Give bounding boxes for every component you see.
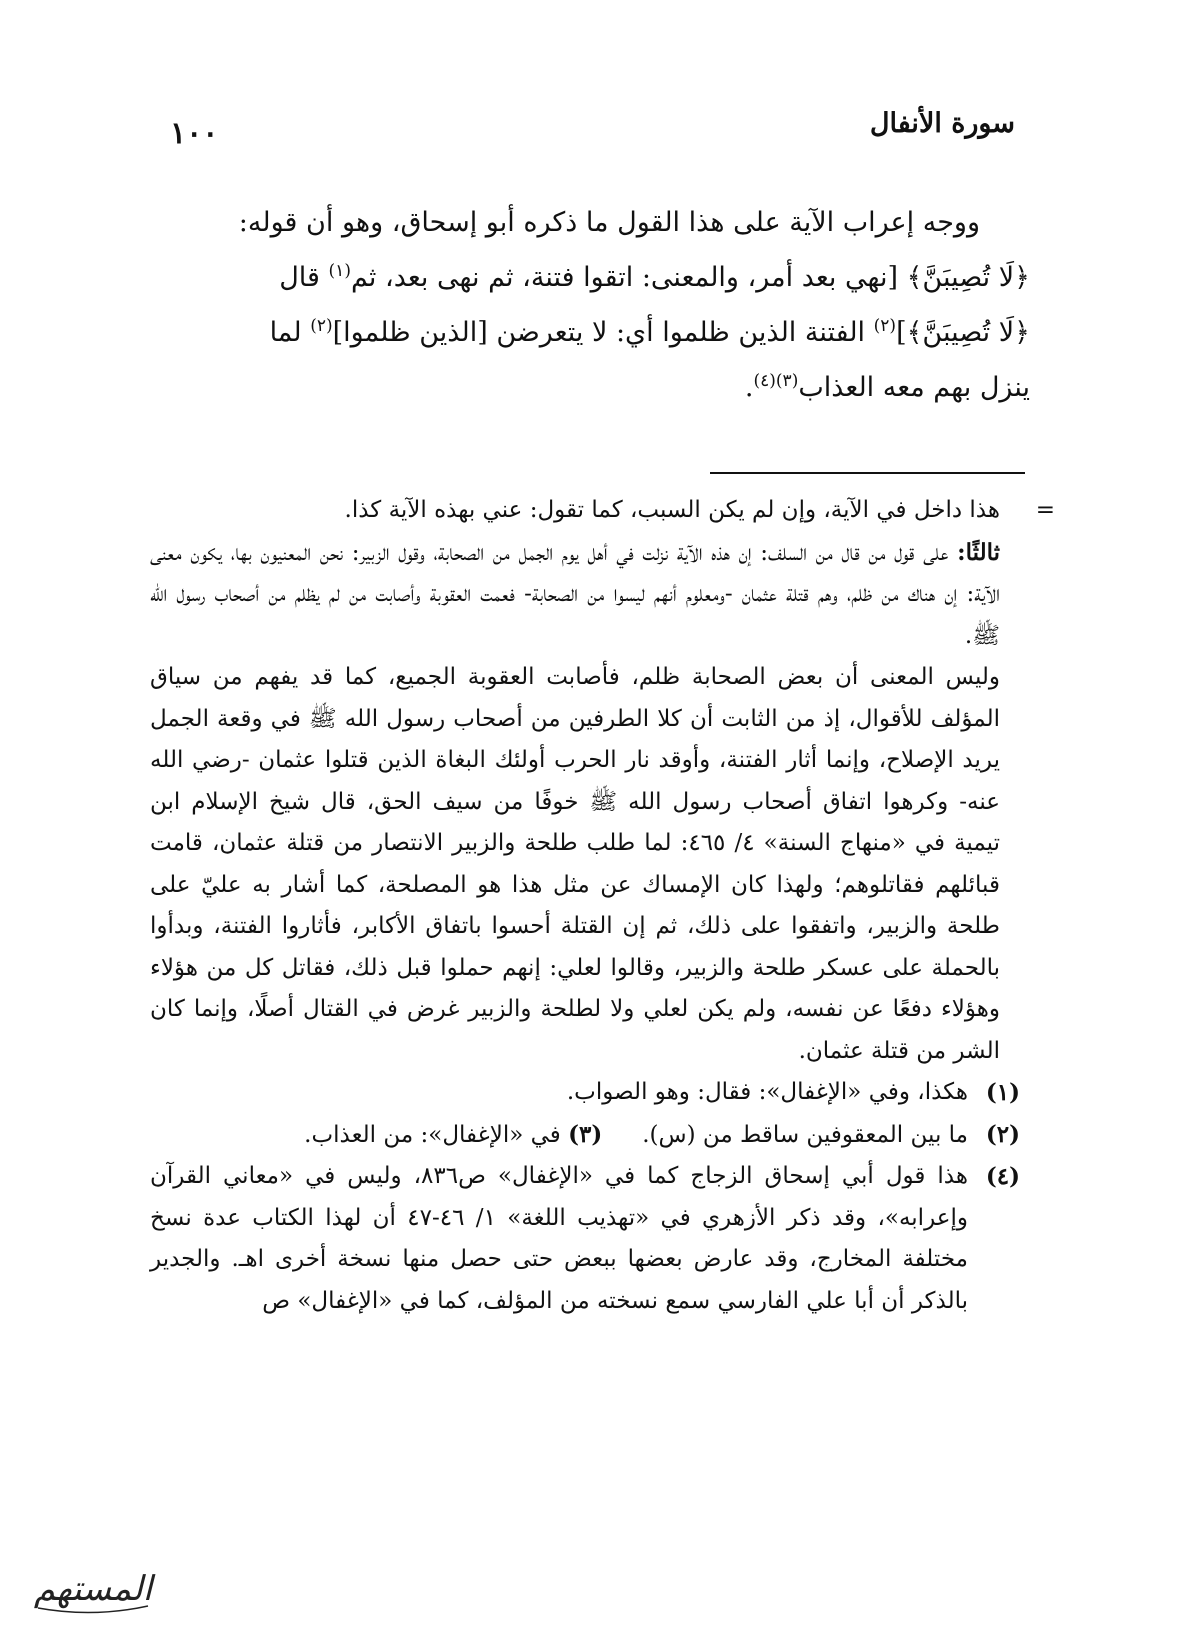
library-stamp-logo — [18, 1560, 168, 1620]
main-line-2-b: قال — [279, 262, 329, 293]
footnote-ref-3-4[interactable]: (٣)(٤) — [753, 371, 799, 391]
footnotes — [150, 490, 1055, 1322]
footnote-4 — [150, 1156, 1020, 1322]
main-line-2 — [150, 250, 1030, 305]
stamp-text: المستهم — [33, 1569, 153, 1609]
continuation-mark: = — [1035, 497, 1055, 523]
running-title: سورة الأنفال — [869, 108, 1015, 139]
footnote-3-text: في «الإغفال»: من العذاب. — [304, 1121, 561, 1148]
footnote-1-text: هكذا، وفي «الإغفال»: فقال: وهو الصواب. — [566, 1079, 968, 1105]
main-line-3-a: ﴿لَا تُصِيبَنَّ﴾] — [896, 317, 1030, 348]
main-line-3 — [150, 305, 1030, 360]
footnote-2-number: (٢) — [985, 1120, 1020, 1148]
main-line-4-a: ينزل بهم معه العذاب — [798, 372, 1030, 403]
main-line-4 — [150, 360, 1030, 415]
main-line-3-b: الفتنة الذين ظلموا أي: لا يتعرضن [الذين ظلموا] — [332, 317, 874, 348]
page-header — [150, 108, 1035, 158]
footnote-2-text: ما بين المعقوفين ساقط من (س). — [642, 1121, 968, 1148]
continued-note-p1: هذا داخل في الآية، وإن لم يكن السبب، كما تقول: عني بهذه الآية كذا. — [344, 497, 1000, 523]
continued-note-p2 — [150, 532, 1000, 658]
footnote-separator — [710, 472, 1025, 474]
main-line-1: ووجه إعراب الآية على هذا القول ما ذكره أبو إسحاق، وهو أن قوله: — [238, 207, 980, 238]
footnote-3-number: (٣) — [568, 1120, 603, 1148]
footnote-2-3 — [150, 1114, 1020, 1157]
footnote-ref-2b[interactable]: (٢) — [310, 316, 333, 336]
continued-note-p3: وليس المعنى أن بعض الصحابة ظلم، فأصابت العقوبة الجميع، كما قد يفهم من سياق المؤلف للأقوال، إذ من الثابت أن كلا الطرفين من أصحاب رسول الله ﷺ في وقعة الجمل يريد الإصلاح، وإنما أثار الفتنة، وأوقد نار الحرب أولئك البغاة الذين قتلوا عثمان -رضي الله عنه- وكرهوا اتفاق أصحاب رسول الله ﷺ خوفًا من سيف الحق، قال شيخ الإسلام ابن تيمية في «منهاج السنة» ٤/ ٤٦٥: لما طلب طلحة والزبير الانتصار من قتلة عثمان، قامت قبائلهم فقاتلوهم؛ ولهذا كان الإمساك عن مثل هذا هو المصلحة، كما أشار به عليّ على طلحة والزبير، واتفقوا على ذلك، ثم إن القتلة أحسوا باتفاق الأكابر، فأثاروا الفتنة، وبدأوا بالحملة على عسكر طلحة والزبير، وقالوا لعلي: إنهم حملوا قبل ذلك، فقاتل كل من هؤلاء وهؤلاء دفعًا عن نفسه، ولم يكن لعلي ولا لطلحة والزبير غرض في القتال أصلًا، وإنما كان الشر من قتلة عثمان. — [150, 664, 1001, 1064]
main-text — [150, 195, 1030, 415]
continued-note-p2-text: على قول من قال من السلف: إن هذه الآية نزلت في أهل يوم الجمل من الصحابة، وقول الزبير: نحن المعنيون بها، يكون معنى الآية: إن هناك من ظلم، وهم قتلة عثمان -ومعلوم أنهم ليسوا من الصحابة- فعمت العقوبة وأصابت من لم يظلم من أصحاب رسول الله ﷺ. — [150, 539, 1000, 649]
continued-note-label: ثالثًا: — [957, 538, 1000, 566]
footnote-1 — [150, 1072, 1020, 1114]
main-line-3-c: لما — [269, 317, 311, 348]
footnote-4-number: (٤) — [985, 1163, 1020, 1190]
continued-note — [150, 490, 1055, 1072]
main-line-2-a: ﴿لَا تُصِيبَنَّ﴾ [نهي بعد أمر، والمعنى: اتقوا فتنة، ثم نهى بعد، ثم — [350, 262, 1030, 293]
main-line-4-b: . — [744, 372, 754, 403]
footnote-ref-1[interactable]: (١) — [328, 261, 351, 281]
footnote-ref-2a[interactable]: (٢) — [873, 316, 897, 336]
footnote-4-text: هذا قول أبي إسحاق الزجاج كما في «الإغفال» ص٨٣٦، وليس في «معاني القرآن وإعرابه»، وقد ذكر الأزهري في «تهذيب اللغة» ١/ ٤٦-٤٧ أن لهذا الكتاب عدة نسخ مختلفة المخارج، وقد عارض بعضها ببعض حتى حصل منها نسخة أخرى اهـ. والجدير بالذكر أن أبا علي الفارسي سمع نسخته من المؤلف، كما في «الإغفال» ص — [150, 1163, 968, 1314]
footnote-1-number: (١) — [985, 1079, 1020, 1106]
page-number: ١٠٠ — [170, 116, 219, 151]
